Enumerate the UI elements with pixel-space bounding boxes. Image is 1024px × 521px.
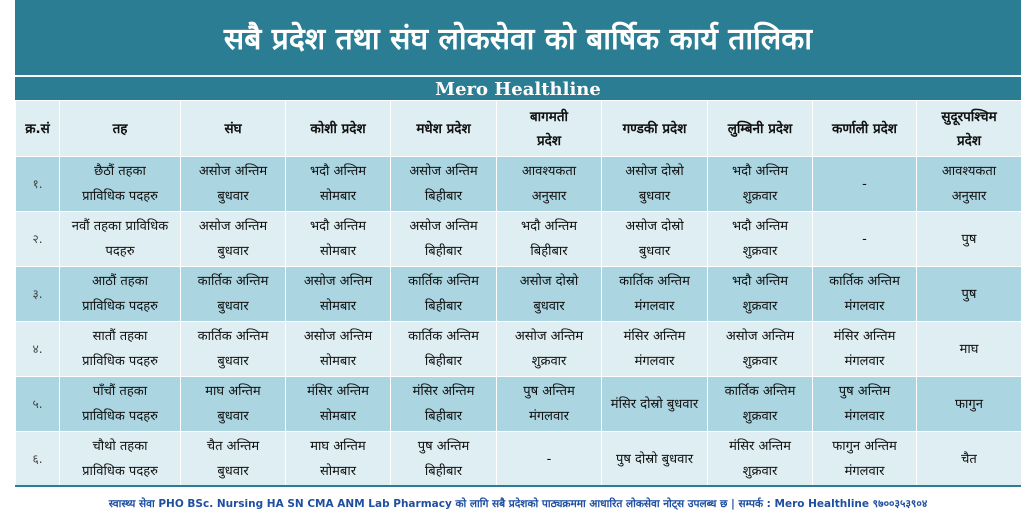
table-cell: असोज दोस्रो बुधवार: [602, 212, 708, 267]
table-cell: छैठौं तहका प्राविधिक पदहरु: [60, 157, 181, 212]
table-row: [16, 377, 1022, 432]
column-header-sudurpashchim: सुदूरपश्चिम प्रदेश: [917, 101, 1022, 157]
row-serial: २.: [16, 212, 60, 267]
table-cell: असोज दोस्रो बुधवार: [497, 267, 602, 322]
table-cell: पुष: [917, 267, 1022, 322]
table-row: [16, 212, 1022, 267]
table-cell: कार्तिक अन्तिम बुधवार: [181, 267, 286, 322]
table-cell: फागुन अन्तिम मंगलवार: [813, 432, 917, 487]
table-cell: असोज अन्तिम सोमबार: [286, 267, 391, 322]
table-cell: पुष अन्तिम मंगलवार: [497, 377, 602, 432]
table-cell: मंसिर अन्तिम मंगलवार: [602, 322, 708, 377]
table-cell: भदौ अन्तिम शुक्रवार: [708, 267, 813, 322]
table-cell: माघ अन्तिम बुधवार: [181, 377, 286, 432]
table-cell: चौथो तहका प्राविधिक पदहरु: [60, 432, 181, 487]
table-cell: मंसिर अन्तिम बिहीबार: [391, 377, 497, 432]
table-cell: पुष: [917, 212, 1022, 267]
table-cell: कार्तिक अन्तिम बिहीबार: [391, 322, 497, 377]
column-header-bagmati: बागमती प्रदेश: [497, 101, 602, 157]
column-header-madhesh: मधेश प्रदेश: [391, 101, 497, 157]
table-cell: असोज अन्तिम शुक्रवार: [497, 322, 602, 377]
table-cell: असोज अन्तिम सोमबार: [286, 322, 391, 377]
table-cell: फागुन: [917, 377, 1022, 432]
table-cell: पुष अन्तिम बिहीबार: [391, 432, 497, 487]
table-cell: -: [813, 157, 917, 212]
table-cell: आठौं तहका प्राविधिक पदहरु: [60, 267, 181, 322]
table-cell: भदौ अन्तिम शुक्रवार: [708, 157, 813, 212]
table-cell: भदौ अन्तिम सोमबार: [286, 212, 391, 267]
row-serial: ५.: [16, 377, 60, 432]
table-cell: चैत: [917, 432, 1022, 487]
table-cell: भदौ अन्तिम सोमबार: [286, 157, 391, 212]
table-cell: मंसिर अन्तिम शुक्रवार: [708, 432, 813, 487]
table-cell: कार्तिक अन्तिम बुधवार: [181, 322, 286, 377]
row-serial: ६.: [16, 432, 60, 487]
table-cell: माघ: [917, 322, 1022, 377]
row-serial: १.: [16, 157, 60, 212]
table-cell: -: [497, 432, 602, 487]
table-cell: नवौं तहका प्राविधिक पदहरु: [60, 212, 181, 267]
table-cell: आवश्यकता अनुसार: [917, 157, 1022, 212]
schedule-table: [15, 100, 1022, 487]
column-header-level: तह: [60, 101, 181, 157]
page-title: सबै प्रदेश तथा संघ लोकसेवा को बार्षिक कार्य तालिका: [15, 0, 1021, 76]
table-row: [16, 322, 1022, 377]
table-cell: असोज अन्तिम शुक्रवार: [708, 322, 813, 377]
table-cell: कार्तिक अन्तिम बिहीबार: [391, 267, 497, 322]
row-serial: ४.: [16, 322, 60, 377]
table-cell: आवश्यकता अनुसार: [497, 157, 602, 212]
column-header-karnali: कर्णाली प्रदेश: [813, 101, 917, 157]
table-cell: असोज अन्तिम बुधवार: [181, 157, 286, 212]
table-cell: सातौं तहका प्राविधिक पदहरु: [60, 322, 181, 377]
table-row: [16, 157, 1022, 212]
column-header-koshi: कोशी प्रदेश: [286, 101, 391, 157]
table-cell: भदौ अन्तिम शुक्रवार: [708, 212, 813, 267]
table-cell: असोज दोस्रो बुधवार: [602, 157, 708, 212]
table-row: [16, 432, 1022, 487]
column-header-federal: संघ: [181, 101, 286, 157]
table-cell: असोज अन्तिम बिहीबार: [391, 212, 497, 267]
table-cell: असोज अन्तिम बिहीबार: [391, 157, 497, 212]
table-cell: कार्तिक अन्तिम मंगलवार: [602, 267, 708, 322]
table-cell: पाँचौं तहका प्राविधिक पदहरु: [60, 377, 181, 432]
table-cell: कार्तिक अन्तिम शुक्रवार: [708, 377, 813, 432]
column-header-gandaki: गण्डकी प्रदेश: [602, 101, 708, 157]
table-cell: पुष अन्तिम मंगलवार: [813, 377, 917, 432]
header-row: [16, 101, 1022, 157]
schedule-sheet: [15, 0, 1021, 519]
table-cell: मंसिर अन्तिम मंगलवार: [813, 322, 917, 377]
table-cell: पुष दोस्रो बुधवार: [602, 432, 708, 487]
table-row: [16, 267, 1022, 322]
table-cell: मंसिर दोस्रो बुधवार: [602, 377, 708, 432]
row-serial: ३.: [16, 267, 60, 322]
table-cell: असोज अन्तिम बुधवार: [181, 212, 286, 267]
table-cell: भदौ अन्तिम बिहीबार: [497, 212, 602, 267]
footer-contact: स्वास्थ्य सेवा PHO BSc. Nursing HA SN CMA ANM Lab Pharmacy को लागि सबै प्रदेशको पाठ्यक्रममा आधारित लोकसेवा नोट्स उपलब्ध छ | सम्पर्क : Mero Healthline ९७००३५३९०४: [15, 485, 1021, 521]
table-cell: कार्तिक अन्तिम मंगलवार: [813, 267, 917, 322]
brand-subtitle: Mero Healthline: [15, 75, 1021, 102]
table-cell: माघ अन्तिम सोमबार: [286, 432, 391, 487]
table-cell: -: [813, 212, 917, 267]
table-cell: मंसिर अन्तिम सोमबार: [286, 377, 391, 432]
column-header-lumbini: लुम्बिनी प्रदेश: [708, 101, 813, 157]
column-header-serial: क्र.सं: [16, 101, 60, 157]
table-cell: चैत अन्तिम बुधवार: [181, 432, 286, 487]
